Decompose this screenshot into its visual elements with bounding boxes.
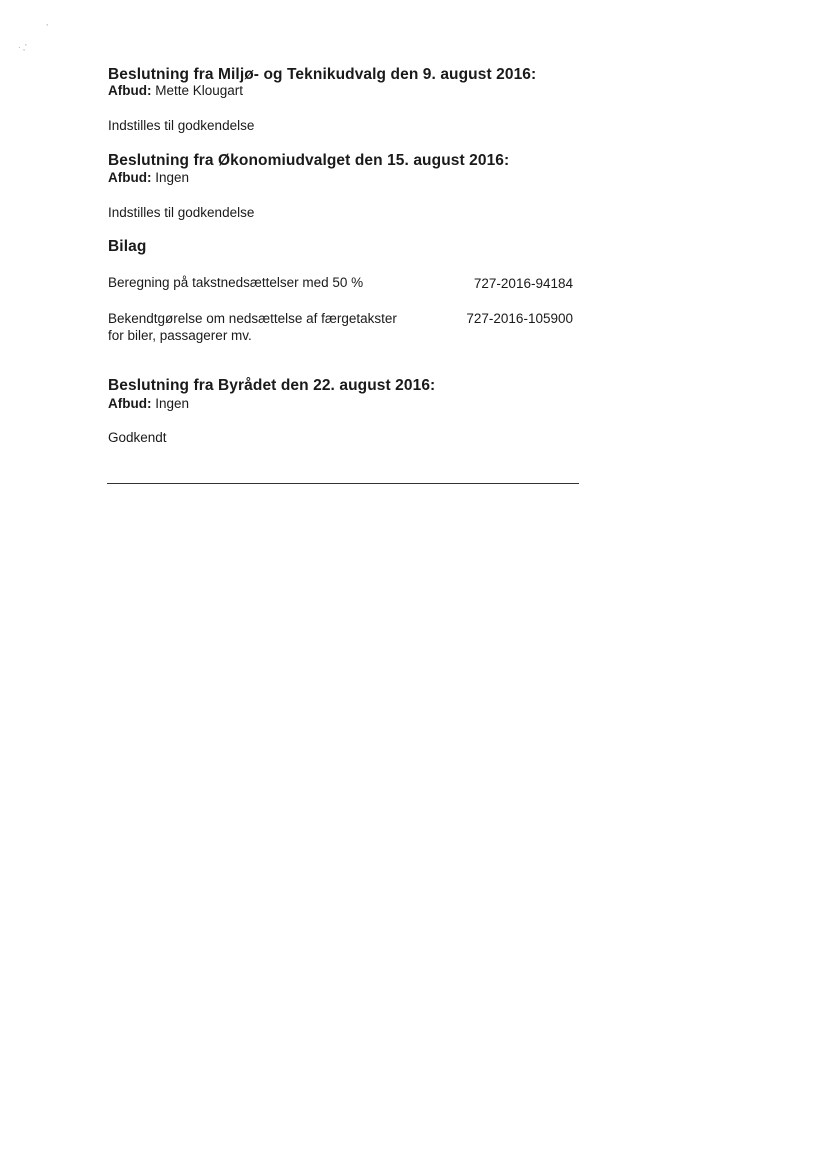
section-heading-3: Beslutning fra Byrådet den 22. august 2016: [108, 377, 436, 394]
section-heading-1: Beslutning fra Miljø- og Teknikudvalg den 9. august 2016: [108, 66, 537, 83]
attachment-title-2-cont: for biler, passagerer mv. [108, 328, 252, 343]
absent-value: Mette Klougart [155, 83, 244, 98]
attachment-title-1: Beregning på takstnedsættelser med 50 % [108, 275, 364, 290]
absent-line-3 [108, 396, 189, 411]
attachment-ref-1: 727-2016-94184 [473, 276, 573, 291]
attachments-heading: Bilag [108, 238, 147, 255]
section-heading-2: Beslutning fra Økonomiudvalget den 15. august 2016: [108, 152, 510, 169]
attachment-title-2: Bekendtgørelse om nedsættelse af færgetakster [108, 311, 397, 326]
decision-text-2: Indstilles til godkendelse [108, 205, 255, 220]
decision-text-1: Indstilles til godkendelse [108, 118, 255, 133]
absent-line-2 [108, 170, 189, 185]
attachment-ref-2: 727-2016-105900 [466, 311, 573, 326]
absent-value: Ingen [155, 396, 190, 411]
scan-artifact: · ,' [18, 43, 27, 52]
absent-line-1 [108, 83, 243, 98]
scan-artifact: , [46, 18, 49, 27]
end-rule [107, 483, 579, 484]
absent-value: Ingen [155, 170, 190, 185]
decision-text-3: Godkendt [108, 430, 167, 445]
absent-label: Afbud: [108, 83, 152, 98]
absent-label: Afbud: [108, 170, 152, 185]
absent-label: Afbud: [108, 396, 152, 411]
